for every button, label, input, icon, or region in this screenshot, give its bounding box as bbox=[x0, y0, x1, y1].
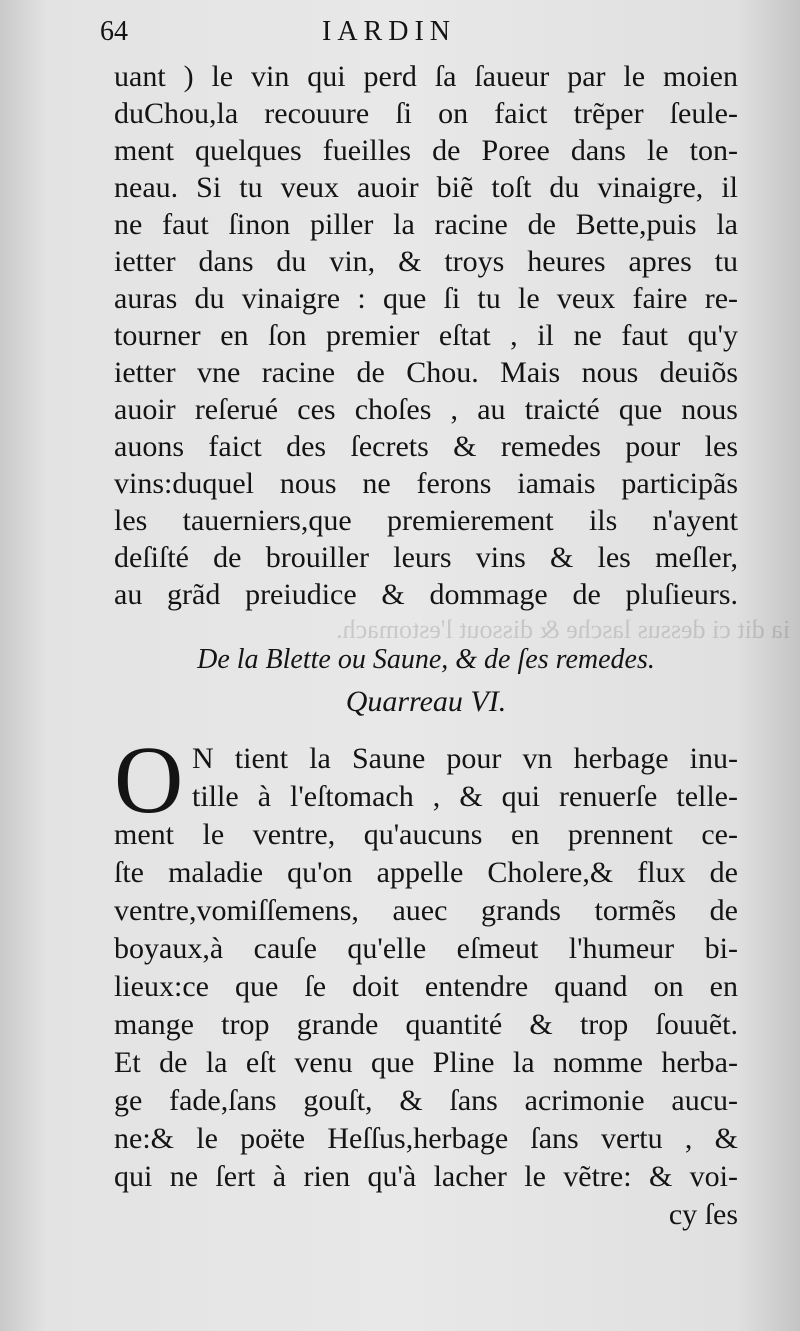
text-line: neau. Si tu veux auoir biẽ toſt du vinaigre, il bbox=[114, 171, 738, 204]
text-line: ventre,vomiſſemens, auec grands tormẽs de bbox=[114, 894, 738, 927]
text-line: ne:& le poëte Heſſus,herbage ſans vertu , & bbox=[114, 1122, 738, 1155]
text-line: ſte maladie qu'on appelle Cholere,& flux de bbox=[114, 856, 738, 889]
text-line: tourner en ſon premier eſtat , il ne faut qu'y bbox=[114, 319, 738, 352]
text-line: ne faut ſinon piller la racine de Bette,puis la bbox=[114, 208, 738, 241]
text-line: auras du vinaigre : que ſi tu le veux faire re- bbox=[114, 282, 738, 315]
text-line: N tient la Saune pour vn herbage inu- bbox=[192, 742, 738, 775]
text-line: lieux:ce que ſe doit entendre quand on en bbox=[114, 970, 738, 1003]
text-line: au grãd preiudice & dommage de pluſieurs. bbox=[114, 578, 738, 611]
text-line: uant ) le vin qui perd ſa ſaueur par le moien bbox=[114, 60, 738, 93]
drop-cap: O bbox=[114, 726, 184, 833]
text-line: ment quelques fueilles de Poree dans le ton- bbox=[114, 134, 738, 167]
text-line: ietter vne racine de Chou. Mais nous deuiõs bbox=[114, 356, 738, 389]
page-number: 64 bbox=[100, 16, 128, 47]
paragraph-continuation bbox=[114, 58, 738, 613]
catchword: cy ſes bbox=[668, 1198, 738, 1231]
section-heading: De la Blette ou Saune, & de ſes remedes. bbox=[197, 644, 655, 675]
text-line: qui ne ſert à rien qu'à lacher le vẽtre: & voi- bbox=[114, 1160, 738, 1193]
text-line: ietter dans du vin, & troys heures apres tu bbox=[114, 245, 738, 278]
section-subheading: Quarreau VI. bbox=[345, 685, 507, 718]
text-line: auoir reſerué ces choſes , au traicté que nous bbox=[114, 393, 738, 426]
text-line: mange trop grande quantité & trop ſouuẽt. bbox=[114, 1008, 738, 1041]
text-line: ge fade,ſans gouſt, & ſans acrimonie aucu- bbox=[114, 1084, 738, 1117]
running-head: IARDIN bbox=[322, 16, 456, 47]
text-line: deſiſté de brouiller leurs vins & les meſler, bbox=[114, 541, 738, 574]
text-line: ment le ventre, qu'aucuns en prennent ce- bbox=[114, 818, 738, 851]
text-line: duChou,la recouure ſi on faict trẽper ſeule- bbox=[114, 97, 738, 130]
text-line: les tauerniers,que premierement ils n'ayent bbox=[114, 504, 738, 537]
page-header bbox=[100, 14, 740, 54]
text-line: vins:duquel nous ne ferons iamais participãs bbox=[114, 467, 738, 500]
section-body bbox=[114, 726, 738, 1234]
text-line: Et de la eſt venu que Pline la nomme herba- bbox=[114, 1046, 738, 1079]
show-through-text: ia dit ci dessus lasche & dissout l'estomach. bbox=[336, 615, 790, 644]
text-line: tille à l'eſtomach , & qui renuerſe telle- bbox=[192, 780, 738, 813]
text-line: auons faict des ſecrets & remedes pour les bbox=[114, 430, 738, 463]
text-line: boyaux,à cauſe qu'elle eſmeut l'humeur bi- bbox=[114, 932, 738, 965]
